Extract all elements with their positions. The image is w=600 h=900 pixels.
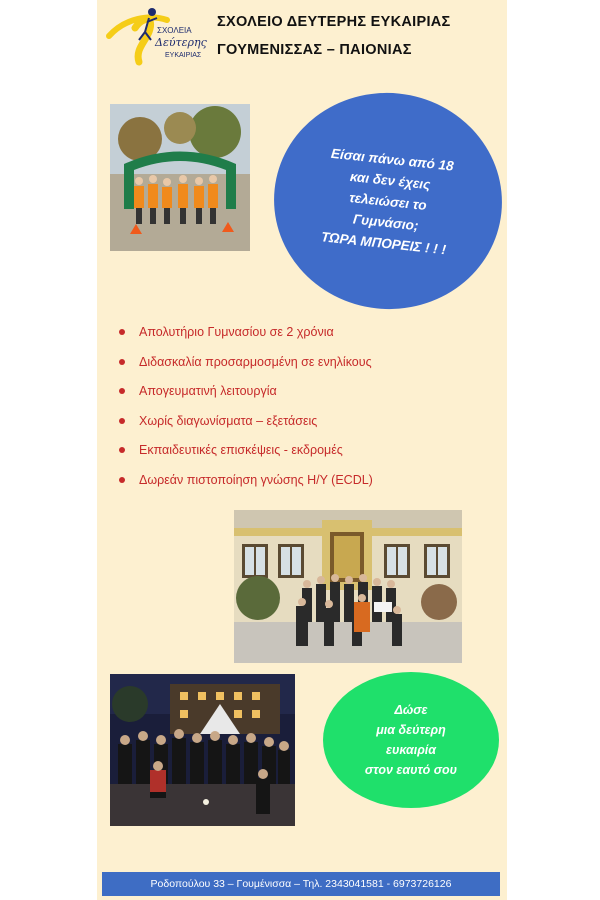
bubble-line: ευκαιρία <box>386 743 436 757</box>
benefit-item <box>117 412 373 442</box>
benefit-item <box>117 441 373 471</box>
bubble-line: στον εαυτό σου <box>364 763 458 777</box>
benefit-text: Εκπαιδευτικές επισκέψεις - εκδρομές <box>139 443 343 458</box>
benefit-text: Δωρεάν πιστοποίηση γνώσης Η/Υ (ECDL) <box>139 472 373 487</box>
school-logo <box>105 6 215 68</box>
school-title: ΣΧΟΛΕΙΟ ΔΕΥΤΕΡΗΣ ΕΥΚΑΙΡΙΑΣ <box>217 14 451 30</box>
logo-text-chance: ΕΥΚΑΙΡΙΑΣ <box>165 52 202 59</box>
benefit-text: Απολυτήριο Γυμνασίου σε 2 χρόνια <box>139 325 334 339</box>
night-town-square-group-photo <box>110 674 295 826</box>
adult-eligibility-bubble <box>263 82 507 321</box>
school-location: ΓΟΥΜΕΝΙΣΣΑΣ – ΠΑΙΟΝΙΑΣ <box>217 42 412 58</box>
bullet-icon <box>119 447 125 453</box>
bullet-icon <box>119 388 125 394</box>
logo-text-second: Δεύτερης <box>155 36 207 49</box>
benefit-text: Χωρίς διαγωνίσματα – εξετάσεις <box>139 413 318 428</box>
benefit-item <box>117 323 373 353</box>
logo-text-schools: ΣΧΟΛΕΙΑ <box>157 26 192 35</box>
school-building-group-photo <box>234 510 462 663</box>
bubble-line: Είσαι πάνω από 18 <box>330 145 455 174</box>
benefits-list <box>117 323 373 501</box>
contact-footer: Ροδοπούλου 33 – Γουμένισσα – Τηλ. 2343041581 - 6973726126 <box>102 872 500 896</box>
benefit-item <box>117 471 373 501</box>
bubble-line: ΤΩΡΑ ΜΠΟΡΕΙΣ ! ! ! <box>320 228 447 257</box>
benefit-text: Απογευματινή λειτουργία <box>139 384 277 399</box>
benefit-item <box>117 382 373 412</box>
bullet-icon <box>119 359 125 365</box>
poster <box>97 0 507 900</box>
bullet-icon <box>119 477 125 483</box>
bubble-line: Γυμνάσιο; <box>352 210 420 233</box>
bubble-line: και δεν έχεις <box>349 168 432 192</box>
bullet-icon <box>119 329 125 335</box>
second-chance-bubble <box>323 672 499 808</box>
bullet-icon <box>119 418 125 424</box>
benefit-item <box>117 353 373 383</box>
benefit-text: Διδασκαλία προσαρμοσμένη σε ενηλίκους <box>139 354 372 369</box>
bubble-line: μια δεύτερη <box>376 723 446 737</box>
bubble-line: τελειώσει το <box>348 189 428 213</box>
bubble-line: Δώσε <box>394 703 428 717</box>
outdoor-event-photo <box>110 104 250 251</box>
